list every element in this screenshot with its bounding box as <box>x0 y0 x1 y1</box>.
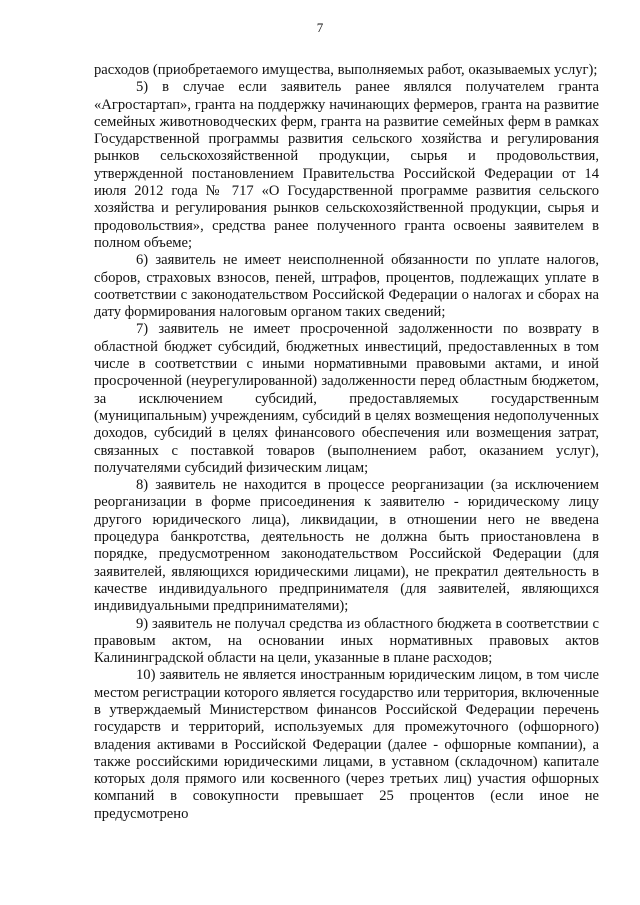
paragraph-item-8: 8) заявитель не находится в процессе реорганизации (за исключением реорганизации в форме присоединения к заявителю - юридическому лицу другого юридического лица), ликвидации, в отношении него не введена процедура банкротства, деятельность не должна быть приостановлена в порядке, предусмотренном законодательством Российской Федерации (для заявителей, являющихся юридическими лицами), не прекратил деятельность в качестве индивидуального предпринимателя (для заявителей, являющихся индивидуальными предпринимателями); <box>94 477 599 615</box>
paragraph-item-7: 7) заявитель не имеет просроченной задолженности по возврату в областной бюджет субсидий, бюджетных инвестиций, предоставленных в том числе в соответствии с иными нормативными правовыми актами, и иной просроченной (неурегулированной) задолженности перед областным бюджетом, за исключением субсидий, предоставляемых государственным (муниципальным) учреждениям, субсидий в целях возмещения недополученных доходов, субсидий в целях финансового обеспечения или возмещения затрат, связанных с поставкой товаров (выполнением работ, оказанием услуг), получателями субсидий физическим лицам; <box>94 321 599 476</box>
page-number: 7 <box>316 20 324 35</box>
paragraph-item-6: 6) заявитель не имеет неисполненной обязанности по уплате налогов, сборов, страховых взносов, пеней, штрафов, процентов, подлежащих уплате в соответствии с законодательством Российской Федерации о налогах и сборах на дату формирования налоговым органом таких сведений; <box>94 252 599 321</box>
paragraph-item-9: 9) заявитель не получал средства из областного бюджета в соответствии с правовым актом, на основании иных нормативных правовых актов Калининградской области на цели, указанные в плане расходов; <box>94 615 599 667</box>
paragraph-item-10: 10) заявитель не является иностранным юридическим лицом, в том числе местом регистрации которого является государство или территория, включенные в утверждаемый Министерством финансов Российской Федерации перечень государств и территорий, используемых для промежуточного (офшорного) владения активами в Российской Федерации (далее - офшорные компании), а также российскими юридическими лицами, в уставном (складочном) капитале которых доля прямого или косвенного (через третьих лиц) участия офшорных компаний в совокупности превышает 25 процентов (если иное не предусмотрено <box>94 667 599 822</box>
document-body <box>94 62 599 823</box>
paragraph-continuation: расходов (приобретаемого имущества, выполняемых работ, оказываемых услуг); <box>94 62 598 78</box>
paragraph-item-5: 5) в случае если заявитель ранее являлся получателем гранта «Агростартап», гранта на поддержку начинающих фермеров, гранта на развитие семейных животноводческих ферм, гранта на развитие семейных ферм в рамках Государственной программы развития сельского хозяйства и регулирования рынков сельскохозяйственной продукции, сырья и продовольствия, утвержденной постановлением Правительства Российской Федерации от 14 июля 2012 года № 717 «О Государственной программе развития сельского хозяйства и регулирования рынков сельскохозяйственной продукции, сырья и продовольствия», средства ранее полученного гранта освоены заявителем в полном объеме; <box>94 79 599 251</box>
